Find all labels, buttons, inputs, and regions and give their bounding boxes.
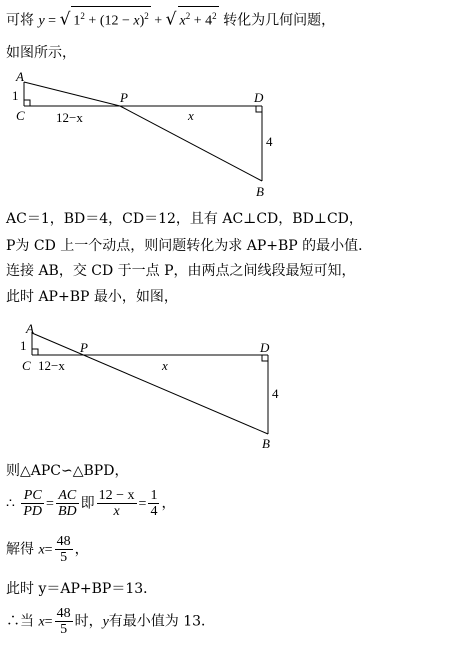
ratio-line: ∴ $\frac{PC}{PD}$ = $\frac{AC}{BD}$ 即 $\frac{12 - x}{x}$ = $\frac{1}{4}$ ， xyxy=(6,488,176,519)
conclusion-y: y xyxy=(102,614,109,630)
label-p: P xyxy=(80,340,88,355)
label-b: B xyxy=(262,436,270,451)
intro-line: 可将 y = √ $1^2 + (12 - x)^2$ + √ $x^2 + 4^2$ 转化为几何问题， xyxy=(6,6,335,31)
conclusion-var: x xyxy=(38,614,45,630)
label-bd-length: 4 xyxy=(272,386,279,401)
label-bd-length: 4 xyxy=(266,134,273,149)
label-cp-length: 12−x xyxy=(38,358,65,373)
minimum-text: 此时 AP+BP 最小，如图， xyxy=(6,289,178,305)
connect-text: 连接 AB，交 CD 于一点 P，由两点之间线段最短可知， xyxy=(6,263,356,279)
label-a: A xyxy=(16,69,24,84)
therefore-symbol: ∴ xyxy=(6,495,15,512)
solve-num: 48 xyxy=(56,534,71,549)
conclusion-den: 5 xyxy=(60,622,68,637)
right-angle-d xyxy=(262,355,268,361)
label-d: D xyxy=(254,90,264,105)
ratio-tail: ， xyxy=(161,495,176,512)
label-a: A xyxy=(26,321,34,336)
ratio-ac: AC xyxy=(56,488,79,504)
label-d: D xyxy=(260,340,270,355)
ratio-pc: PC xyxy=(21,488,44,504)
label-p: P xyxy=(120,90,128,105)
conditions-text: AC＝1，BD＝4，CD＝12，且有 AC⊥CD，BD⊥CD， xyxy=(6,211,363,227)
segment-ap xyxy=(24,82,120,106)
solve-prefix: 解得 xyxy=(6,541,34,558)
conclusion-line xyxy=(6,606,215,638)
solve-line xyxy=(6,534,89,566)
solve-var: x xyxy=(38,542,45,558)
right-angle-c xyxy=(24,100,30,106)
intro-suffix: 转化为几何问题， xyxy=(223,12,336,29)
conclusion-num: 48 xyxy=(56,606,71,621)
ratio-ji: 即 xyxy=(80,495,95,512)
moving-point-text: P为 CD 上一个动点，则问题转化为求 AP+BP 的最小值． xyxy=(6,238,373,254)
similar-text: 则△APC∽△BPD， xyxy=(6,463,129,479)
conclusion-prefix: ∴当 xyxy=(6,613,34,630)
ratio-den-1: x xyxy=(113,504,120,519)
right-angle-c xyxy=(32,349,38,355)
intro-formula: y xyxy=(38,13,45,29)
label-pd-length: x xyxy=(188,108,194,123)
result-text: 此时 y＝AP+BP＝13． xyxy=(6,581,158,597)
ratio-pd: PD xyxy=(23,504,43,519)
label-ac-length: 1 xyxy=(12,88,19,103)
conclusion-tail: 有最小值为 13． xyxy=(108,613,216,630)
solve-eq: = xyxy=(44,542,53,558)
solve-den: 5 xyxy=(60,550,68,565)
figure-2 xyxy=(0,318,300,453)
label-b: B xyxy=(256,184,264,199)
ratio-bd: BD xyxy=(57,504,77,519)
as-shown-text: 如图所示， xyxy=(6,45,76,61)
intro-prefix: 可将 xyxy=(6,12,34,29)
conclusion-mid: 时， xyxy=(74,613,103,630)
label-c: C xyxy=(22,358,31,373)
ratio-num-2: 1 xyxy=(150,488,158,503)
solve-tail: ， xyxy=(74,541,89,558)
label-c: C xyxy=(16,108,25,123)
right-angle-d xyxy=(256,106,262,112)
label-cp-length: 12−x xyxy=(56,110,83,125)
ratio-num-1: 12 − x xyxy=(98,488,135,503)
figure-1 xyxy=(0,68,300,203)
conclusion-eq: = xyxy=(44,614,53,630)
label-pd-length: x xyxy=(162,358,168,373)
ratio-den-2: 4 xyxy=(150,504,158,519)
label-ac-length: 1 xyxy=(20,338,27,353)
segment-ab xyxy=(32,333,268,434)
